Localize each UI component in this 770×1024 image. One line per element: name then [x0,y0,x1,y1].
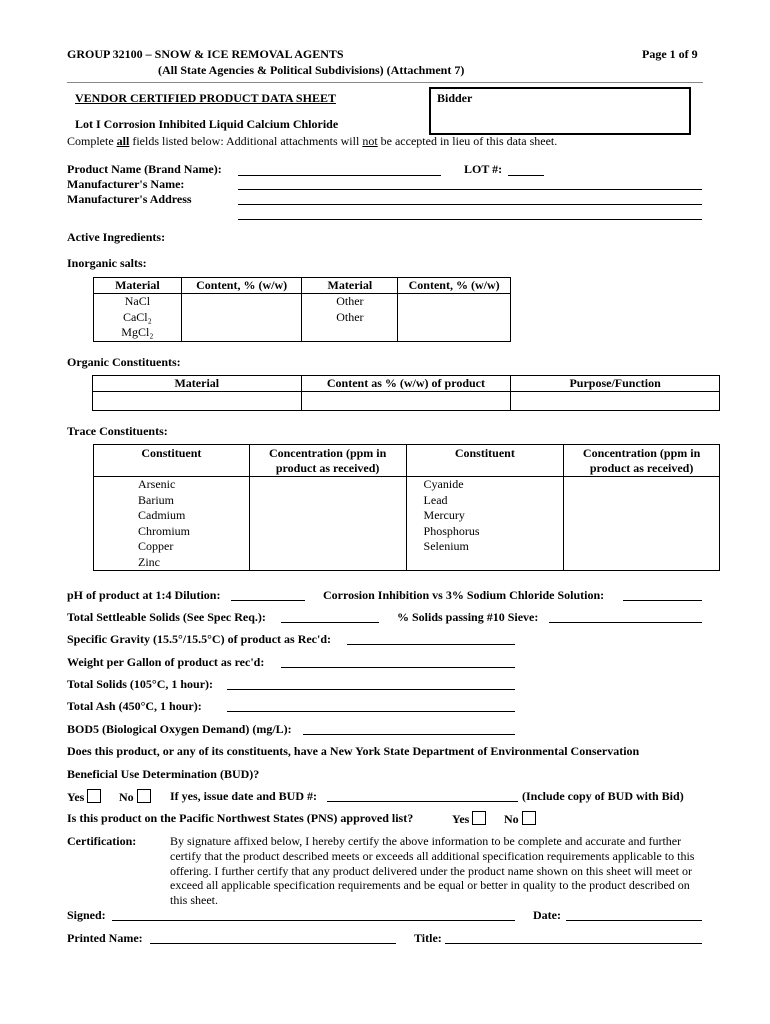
group-title: GROUP 32100 – SNOW & ICE REMOVAL AGENTS [67,47,344,61]
bud-if-yes-label: If yes, issue date and BUD #: [170,789,318,803]
printed-name-label: Printed Name: [67,931,143,945]
organic-material-cell[interactable] [93,392,302,411]
ph-label: pH of product at 1:4 Dilution: [67,588,221,602]
inorganic-header-content-2: Content, % (w/w) [398,278,511,294]
trace-cadmium: Cadmium [138,508,186,522]
manufacturer-name-label: Manufacturer's Name: [67,177,185,191]
trace-mercury: Mercury [423,508,465,522]
organic-constituents-table [92,375,720,411]
trace-copper: Copper [138,539,174,553]
inorganic-left-materials [94,294,182,342]
trace-header-concentration-2: Concentration (ppm in product as received) [564,445,720,477]
total-ash-field[interactable] [227,711,515,712]
corrosion-label: Corrosion Inhibition vs 3% Sodium Chloride Solution: [323,588,605,602]
organic-content-cell[interactable] [301,392,511,411]
organic-constituents-label: Organic Constituents: [67,355,181,369]
settleable-solids-label: Total Settleable Solids (See Spec Req.): [67,610,266,624]
weight-gallon-field[interactable] [281,667,515,668]
organic-header-content: Content as % (w/w) of product [301,376,511,392]
bidder-label: Bidder [437,91,473,105]
trace-header-concentration-1: Concentration (ppm in product as received) [249,445,406,477]
trace-zinc: Zinc [138,554,160,569]
inorganic-header-material-2: Material [302,278,398,294]
lot-title: Lot I Corrosion Inhibited Liquid Calcium Chloride [75,117,339,131]
bud-yes-option: Yes [67,789,101,805]
bud-yes-checkbox[interactable] [87,789,101,803]
trace-right-constituents [406,477,564,571]
instruction-text: Complete all fields listed below: Additional attachments will not be accepted in lieu of this data sheet. [67,134,558,148]
manufacturer-name-field[interactable] [238,189,702,190]
trace-header-constituent-2: Constituent [406,445,564,477]
printed-name-field[interactable] [150,943,396,944]
trace-cyanide: Cyanide [423,477,464,491]
date-label: Date: [533,908,561,922]
material-other-2: Other [336,309,364,324]
total-solids-field[interactable] [227,689,515,690]
material-cacl2: CaCl₂ [122,309,152,324]
bud-question-line2: Beneficial Use Determination (BUD)? [67,767,260,781]
bod5-label: BOD5 (Biological Oxygen Demand) (mg/L): [67,722,292,736]
header-divider [67,82,703,83]
title-label: Title: [414,931,442,945]
bud-question-line1: Does this product, or any of its constituents, have a New York State Department of Environmental Conservation [67,744,640,758]
trace-constituents-table [93,444,720,571]
pns-question: Is this product on the Pacific Northwest States (PNS) approved list? [67,811,414,825]
bud-no-option: No [119,789,151,805]
solids-passing-label: % Solids passing #10 Sieve: [397,610,539,624]
lot-number-field[interactable] [508,175,544,176]
lot-number-label: LOT #: [464,162,503,176]
pns-yes-checkbox[interactable] [472,811,486,825]
inorganic-header-material-1: Material [94,278,182,294]
corrosion-field[interactable] [623,600,702,601]
material-nacl: NaCl [124,294,151,308]
inorganic-right-materials [302,294,398,342]
sheet-title: VENDOR CERTIFIED PRODUCT DATA SHEET [75,91,336,105]
trace-chromium: Chromium [138,523,191,538]
certification-label: Certification: [67,834,137,848]
title-field[interactable] [445,943,702,944]
weight-gallon-label: Weight per Gallon of product as rec'd: [67,655,265,669]
signed-label: Signed: [67,908,106,922]
active-ingredients-label: Active Ingredients: [67,230,166,244]
trace-barium: Barium [138,492,174,507]
manufacturer-address-field-2[interactable] [238,219,702,220]
date-field[interactable] [566,920,702,921]
material-other-1: Other [336,294,364,308]
bud-no-checkbox[interactable] [137,789,151,803]
trace-left-constituents [94,477,250,571]
trace-constituents-label: Trace Constituents: [67,424,168,438]
product-name-field[interactable] [238,175,441,176]
solids-passing-field[interactable] [549,622,702,623]
specific-gravity-field[interactable] [347,644,515,645]
product-name-label: Product Name (Brand Name): [67,162,222,176]
inorganic-right-content-cell[interactable] [398,294,511,342]
bud-number-field[interactable] [327,801,518,802]
inorganic-left-content-cell[interactable] [181,294,302,342]
signature-field[interactable] [112,920,515,921]
total-ash-label: Total Ash (450°C, 1 hour): [67,699,202,713]
inorganic-salts-table [93,277,511,342]
header-subtitle: (All State Agencies & Political Subdivisions) (Attachment 7) [158,63,465,77]
organic-header-purpose: Purpose/Function [511,376,720,392]
trace-selenium: Selenium [423,539,469,553]
pns-no-checkbox[interactable] [522,811,536,825]
total-solids-label: Total Solids (105°C, 1 hour): [67,677,214,691]
inorganic-salts-label: Inorganic salts: [67,256,147,270]
organic-purpose-cell[interactable] [511,392,720,411]
trace-phosphorus: Phosphorus [423,523,480,538]
pns-yes-option: Yes [452,811,486,827]
trace-header-constituent-1: Constituent [94,445,250,477]
material-mgcl2: MgCl₂ [121,325,154,339]
specific-gravity-label: Specific Gravity (15.5°/15.5°C) of product as Rec'd: [67,632,332,646]
trace-left-concentration-cell[interactable] [249,477,406,571]
settleable-solids-field[interactable] [281,622,379,623]
inorganic-header-content-1: Content, % (w/w) [181,278,302,294]
trace-right-concentration-cell[interactable] [564,477,720,571]
certification-text: By signature affixed below, I hereby certify the above information to be complete and accurate and further certify that the product described meets or exceeds all additional specification requirements applicable to this offering. I further certify that any product delivered under the product name shown on this sheet will meet or exceed all applicable specification requirements and be equal or better in quality to the product described on this sheet. [170,834,695,908]
page-number: Page 1 of 9 [642,47,698,61]
ph-field[interactable] [231,600,305,601]
bidder-box[interactable] [429,87,691,135]
trace-arsenic: Arsenic [138,477,176,491]
trace-lead: Lead [423,492,448,507]
manufacturer-address-label: Manufacturer's Address [67,192,192,206]
pns-no-option: No [504,811,536,827]
manufacturer-address-field-1[interactable] [238,204,702,205]
organic-header-material: Material [93,376,302,392]
bod5-field[interactable] [303,734,515,735]
bud-include-copy: (Include copy of BUD with Bid) [522,789,684,803]
